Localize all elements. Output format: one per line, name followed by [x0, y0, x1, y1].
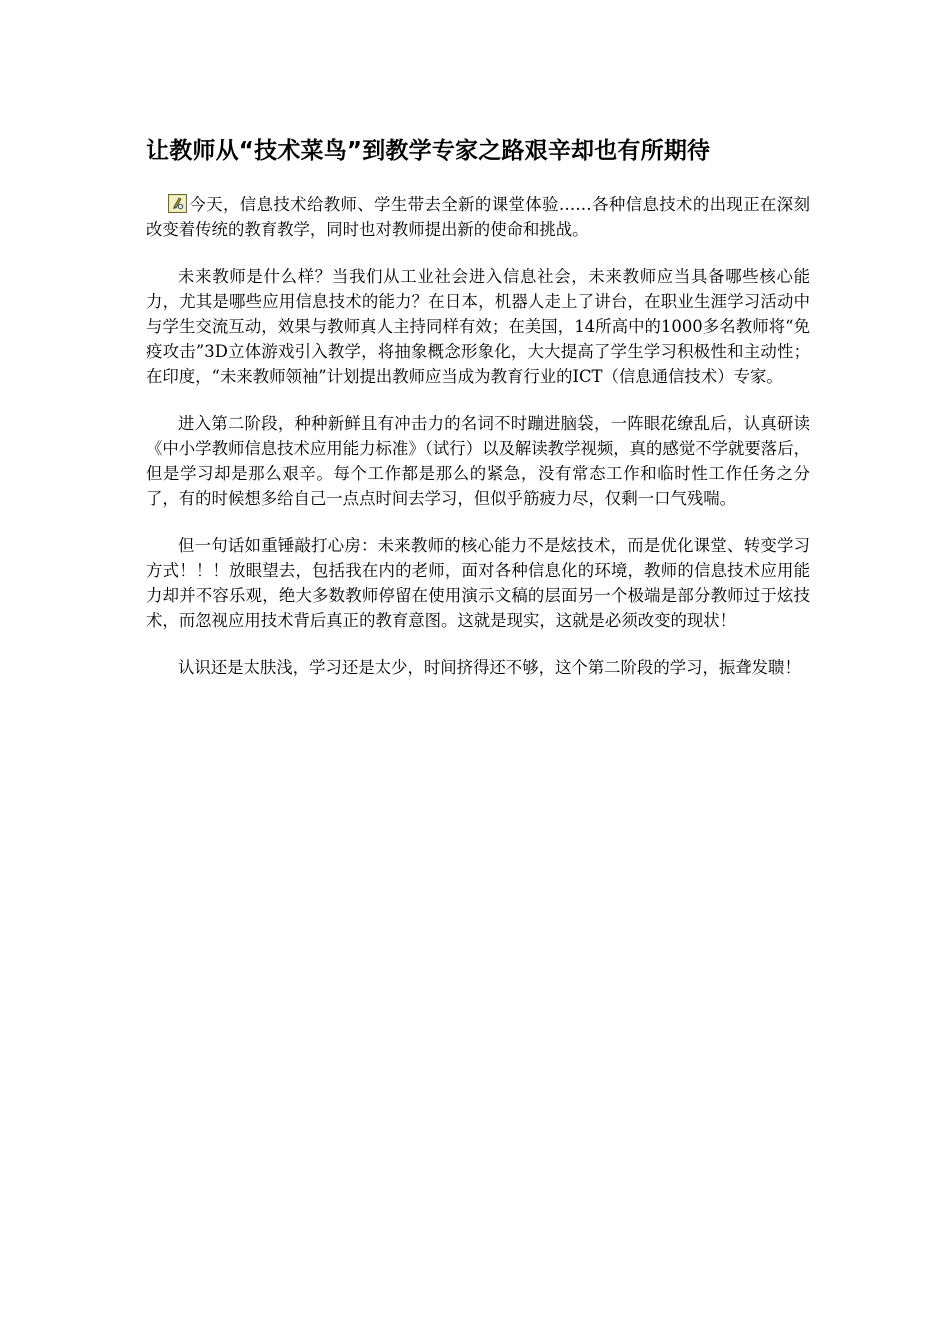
paragraph: 但一句话如重锤敲打心房：未来教师的核心能力不是炫技术，而是优化课堂、转变学习方式！！！放眼望去，包括我在内的老师，面对各种信息化的环境，教师的信息技术应用能力却并不容乐观，绝大多数教师停留在使用演示文稿的层面另一个极端是部分教师过于炫技术，而忽视应用技术背后真正的教育意图。这就是现实，这就是必须改变的现状！ [146, 536, 810, 630]
document-link-icon[interactable] [168, 194, 187, 213]
paragraph: 未来教师是什么样？当我们从工业社会进入信息社会，未来教师应当具备哪些核心能力，尤其是哪些应用信息技术的能力？在日本，机器人走上了讲台，在职业生涯学习活动中与学生交流互动，效果与教师真人主持同样有效；在美国，14所高中的1000多名教师将“免疫攻击”3D立体游戏引入教学，将抽象概念形象化，大大提高了学生学习积极性和主动性；在印度，“未来教师领袖”计划提出教师应当成为教育行业的ICT（信息通信技术）专家。 [146, 267, 810, 386]
paragraph-text: 今天，信息技术给教师、学生带去全新的课堂体验……各种信息技术的出现正在深刻改变着传统的教育教学，同时也对教师提出新的使命和挑战。 [146, 195, 810, 239]
paragraph-intro [146, 192, 810, 242]
paragraph: 进入第二阶段，种种新鲜且有冲击力的名词不时蹦进脑袋，一阵眼花缭乱后，认真研读《中小学教师信息技术应用能力标准》（试行）以及解读教学视频，真的感觉不学就要落后，但是学习却是那么艰辛。每个工作都是那么的紧急，没有常态工作和临时性工作任务之分了，有的时候想多给自己一点点时间去学习，但似乎筋疲力尽，仅剩一口气残喘。 [146, 414, 810, 508]
paragraph: 认识还是太肤浅，学习还是太少，时间挤得还不够，这个第二阶段的学习，振聋发聩！ [178, 658, 801, 677]
document-body [146, 192, 810, 702]
document-title: 让教师从“技术菜鸟”到教学专家之路艰辛却也有所期待 [146, 138, 711, 164]
